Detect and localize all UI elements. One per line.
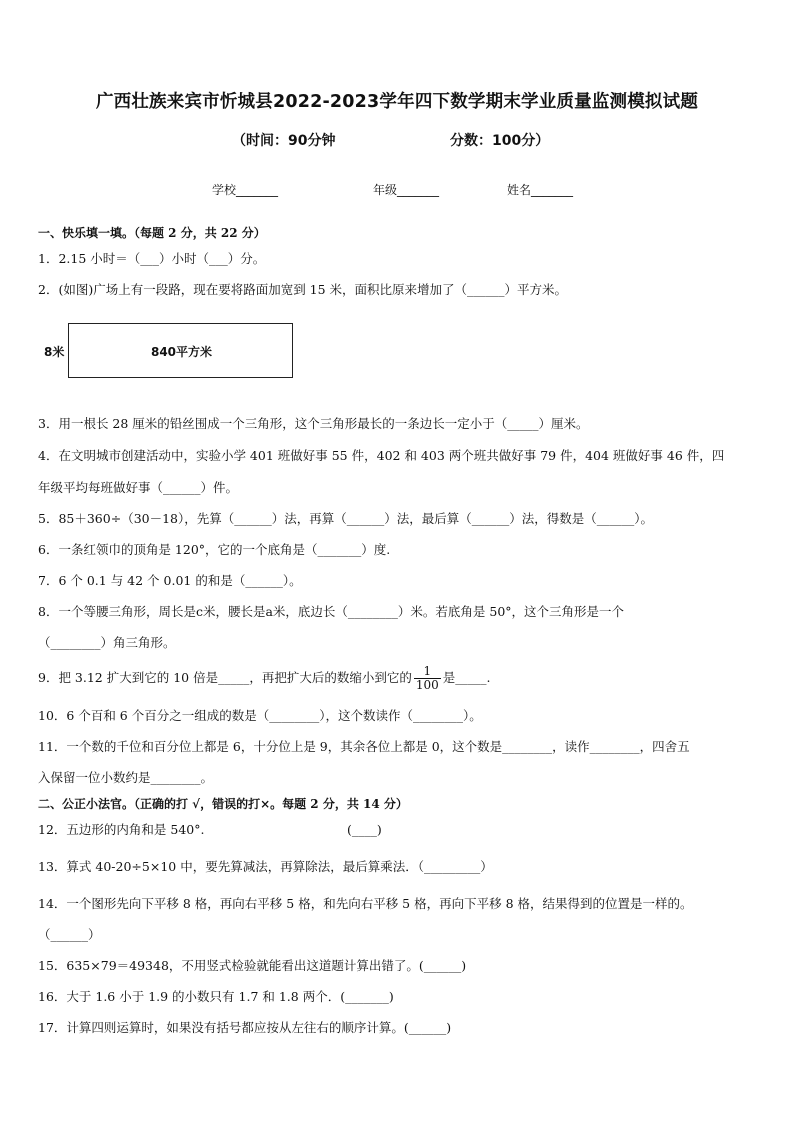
question-12 xyxy=(38,822,758,838)
question-8-line1: 8．一个等腰三角形，周长是c米，腰长是a米，底边长（________）米。若底角是 50°，这个三角形是一个 xyxy=(38,604,625,619)
question-16: 16．大于 1.6 小于 1.9 的小数只有 1.7 和 1.8 两个．(_______) xyxy=(38,989,394,1004)
question-14-line1: 14．一个图形先向下平移 8 格，再向右平移 5 格，和先向右平移 5 格，再向下平移 8 格，结果得到的位置是一样的。 xyxy=(38,896,693,911)
exam-score: 分数：100分） xyxy=(450,133,550,149)
road-rectangle-figure xyxy=(68,323,293,378)
figure-area-label: 840平方米 xyxy=(150,345,213,359)
question-5: 5．85＋360÷（30－18），先算（______）法，再算（______）法，最后算（______）法，得数是（______）。 xyxy=(38,511,654,526)
question-3: 3．用一根长 28 厘米的铅丝围成一个三角形，这个三角形最长的一条边长一定小于（_____）厘米。 xyxy=(38,416,589,431)
question-9-after: 是_____. xyxy=(442,670,491,685)
question-1: 1．2.15 小时＝（___）小时（___）分。 xyxy=(38,251,266,266)
fraction-denominator: 100 xyxy=(415,678,439,692)
question-12-text: 12．五边形的内角和是 540°. xyxy=(38,822,205,837)
grade-field[interactable]: 年级_______ xyxy=(373,183,440,197)
question-6: 6．一条红领巾的顶角是 120°，它的一个底角是（_______）度. xyxy=(38,542,391,557)
question-14-line2: （______） xyxy=(38,927,101,942)
exam-meta xyxy=(0,130,794,152)
question-9 xyxy=(38,664,758,692)
question-10: 10．6 个百和 6 个百分之一组成的数是（________），这个数读作（________）。 xyxy=(38,708,482,723)
question-15: 15．635×79＝49348，不用竖式检验就能看出这道题计算出错了。(______) xyxy=(38,958,467,973)
school-field[interactable]: 学校_______ xyxy=(212,183,279,197)
section1-title: 一、快乐填一填。（每题 2 分，共 22 分） xyxy=(38,226,266,240)
question-17: 17．计算四则运算时，如果没有括号都应按从左往右的顺序计算。(______) xyxy=(38,1020,452,1035)
exam-time: （时间：90分钟 xyxy=(232,133,336,149)
question-8-line2: （________）角三角形。 xyxy=(38,635,176,650)
fraction-numerator: 1 xyxy=(414,665,441,679)
question-12-blank[interactable]: (____) xyxy=(347,822,382,837)
question-4-line2: 年级平均每班做好事（______）件。 xyxy=(38,480,239,495)
question-4-line1: 4．在文明城市创建活动中，实验小学 401 班做好事 55 件，402 和 403 两个班共做好事 79 件，404 班做好事 46 件，四 xyxy=(38,448,725,463)
question-11-line2: 入保留一位小数约是________。 xyxy=(38,770,214,785)
question-2: 2．(如图)广场上有一段路，现在要将路面加宽到 15 米，面积比原来增加了（______）平方米。 xyxy=(38,282,568,297)
question-7: 7．6 个 0.1 与 42 个 0.01 的和是（______）。 xyxy=(38,573,302,588)
question-9-before: 9．把 3.12 扩大到它的 10 倍是_____，再把扩大后的数缩小到它的 xyxy=(38,670,412,685)
fraction-one-hundredth xyxy=(414,665,441,692)
question-11-line1: 11．一个数的千位和百分位上都是 6，十分位上是 9，其余各位上都是 0，这个数是________，读作________，四舍五 xyxy=(38,739,690,754)
question-13: 13．算式 40-20÷5×10 中，要先算减法，再算除法，最后算乘法．（_________） xyxy=(38,859,493,874)
name-field[interactable]: 姓名_______ xyxy=(507,183,574,197)
section2-title: 二、公正小法官。（正确的打 √，错误的打×。每题 2 分，共 14 分） xyxy=(38,797,408,811)
figure-side-label: 8米 xyxy=(44,345,65,359)
page-title: 广西壮族来宾市忻城县2022-2023学年四下数学期末学业质量监测模拟试题 xyxy=(95,92,699,112)
